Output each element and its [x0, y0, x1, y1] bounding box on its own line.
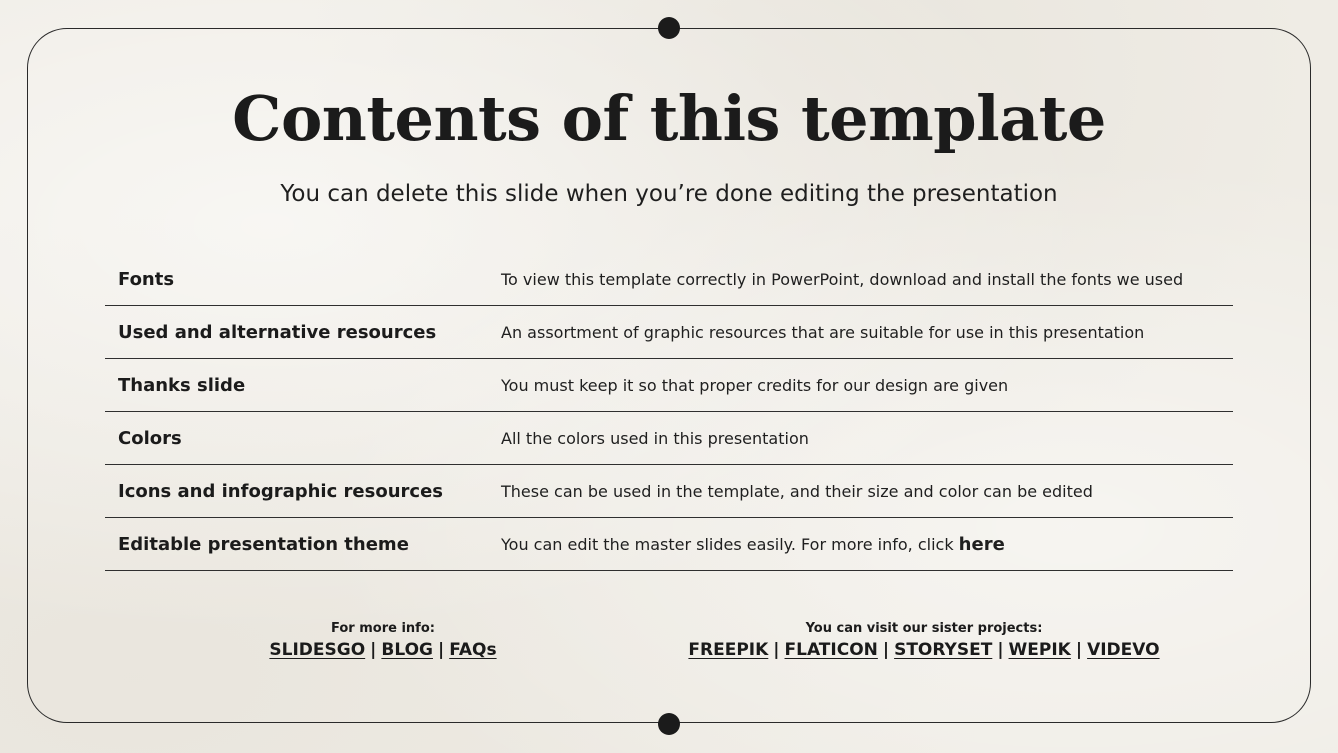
row-name: Editable presentation theme — [118, 533, 409, 555]
table-row — [105, 359, 1233, 412]
row-name: Fonts — [118, 268, 175, 290]
link-separator: | — [1075, 640, 1083, 660]
row-description-text: You can edit the master slides easily. For more info, click — [501, 534, 959, 554]
link-storyset[interactable]: STORYSET — [894, 640, 993, 660]
row-description: These can be used in the template, and their size and color can be edited — [501, 481, 1093, 501]
row-name: Icons and infographic resources — [118, 480, 443, 502]
link-slidesgo[interactable]: SLIDESGO — [269, 640, 366, 660]
table-row — [105, 412, 1233, 465]
link-flaticon[interactable]: FLATICON — [784, 640, 878, 660]
row-description: An assortment of graphic resources that are suitable for use in this presentation — [501, 322, 1145, 342]
frame-bottom-dot — [658, 713, 680, 735]
link-separator: | — [773, 640, 780, 660]
slide-title: Contents of this template — [232, 82, 1106, 155]
link-separator: | — [370, 640, 377, 660]
footer-sister-projects-links — [664, 640, 1184, 660]
slide-subtitle: You can delete this slide when you’re done editing the presentation — [280, 181, 1058, 207]
row-description: You must keep it so that proper credits for our design are given — [501, 375, 1009, 395]
footer-sister-projects-heading: You can visit our sister projects: — [805, 621, 1043, 636]
link-freepik[interactable]: FREEPIK — [688, 640, 769, 660]
link-faqs[interactable]: FAQs — [449, 640, 497, 660]
link-separator: | — [437, 640, 445, 660]
frame-top-dot — [658, 17, 680, 39]
footer-more-info-heading: For more info: — [331, 621, 435, 636]
row-name: Thanks slide — [118, 374, 246, 396]
footer-sister-projects — [664, 621, 1184, 660]
footer-more-info-links — [240, 640, 526, 660]
link-separator: | — [997, 640, 1004, 660]
row-name: Colors — [118, 427, 182, 449]
contents-table — [105, 253, 1233, 571]
row-description: All the colors used in this presentation — [501, 428, 809, 448]
footer-more-info — [240, 621, 526, 660]
link-wepik[interactable]: WEPIK — [1008, 640, 1071, 660]
link-blog[interactable]: BLOG — [381, 640, 433, 660]
table-row — [105, 306, 1233, 359]
row-name: Used and alternative resources — [118, 321, 437, 343]
row-description — [501, 534, 1005, 555]
table-row — [105, 518, 1233, 571]
row-description: To view this template correctly in PowerPoint, download and install the fonts we used — [501, 269, 1184, 289]
link-separator: | — [882, 640, 890, 660]
link-videvo[interactable]: VIDEVO — [1087, 640, 1160, 660]
table-row — [105, 465, 1233, 518]
table-row — [105, 253, 1233, 306]
here-link[interactable]: here — [958, 533, 1005, 555]
